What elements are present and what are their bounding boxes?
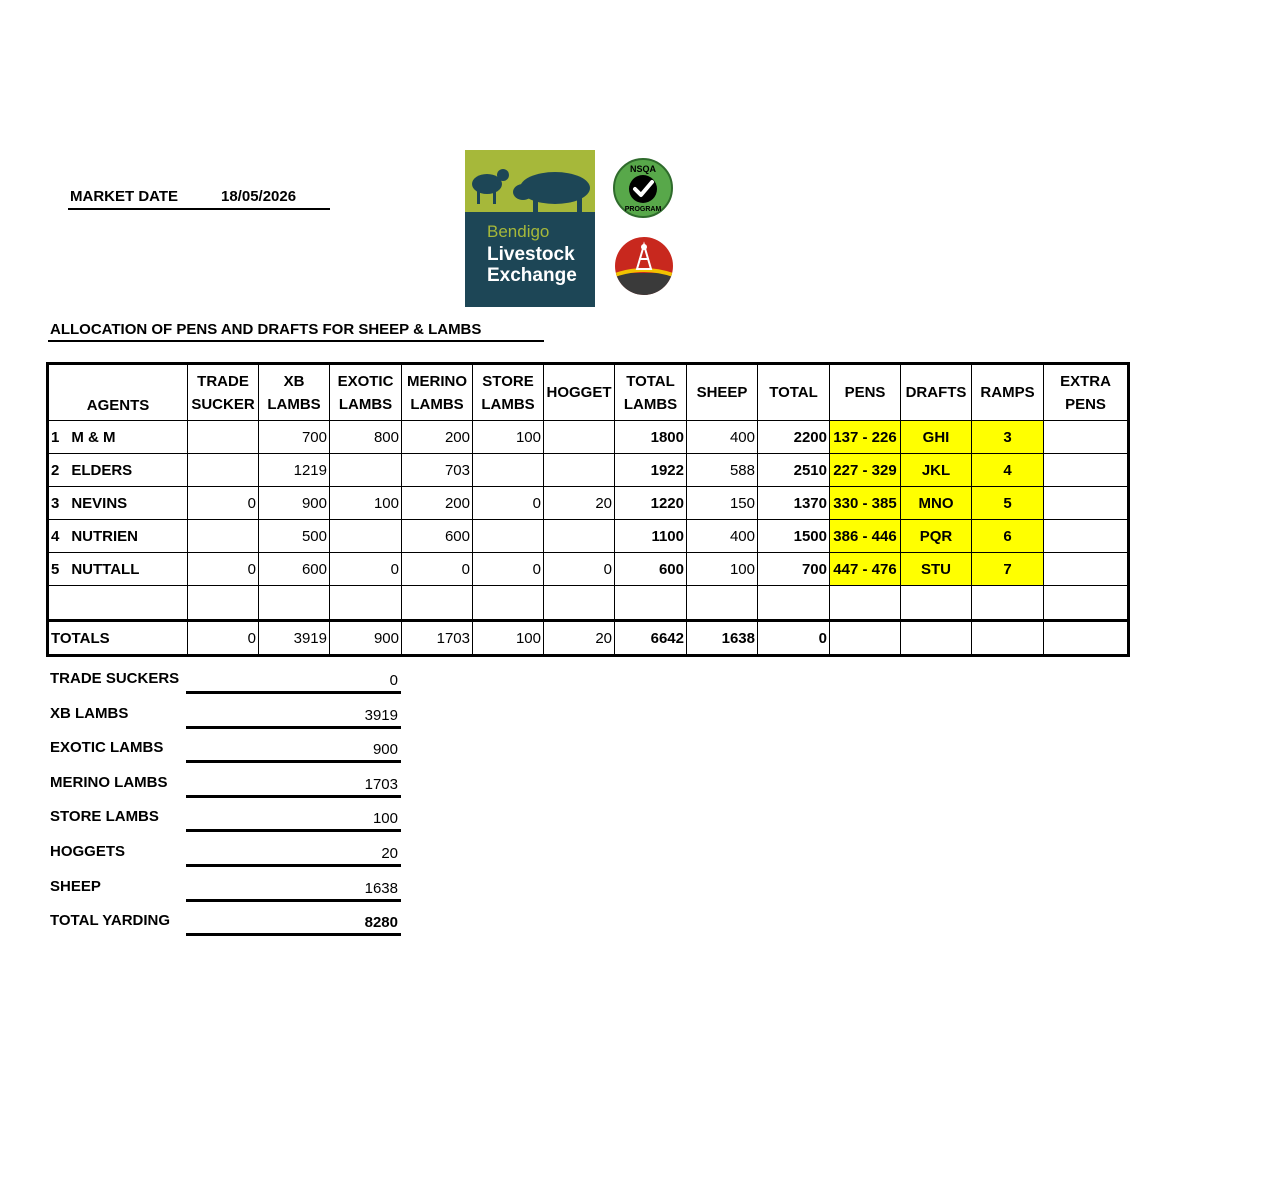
agent-name: 1 M & M [48, 421, 188, 454]
cell-extra [1044, 454, 1129, 487]
cell-ramps: 6 [972, 520, 1044, 553]
summary-value: 0 [389, 672, 398, 689]
allocation-title-text: ALLOCATION OF PENS AND DRAFTS FOR SHEEP & LAMBS [50, 321, 482, 338]
cell-sheep: 100 [687, 553, 758, 586]
cell-total: 1500 [758, 520, 830, 553]
cell-drafts: PQR [901, 520, 972, 553]
table-header-row [48, 364, 1129, 421]
summary-value-field [186, 909, 401, 936]
cell-extra [1044, 553, 1129, 586]
totals-hogget: 20 [544, 621, 615, 656]
cell-pens: 330 - 385 [830, 487, 901, 520]
cell-merino: 600 [402, 520, 473, 553]
allocation-table [46, 362, 1130, 657]
cell-pens: 386 - 446 [830, 520, 901, 553]
totals-trade-sucker: 0 [188, 621, 259, 656]
cell-exotic: 800 [330, 421, 402, 454]
cell-merino: 0 [402, 553, 473, 586]
summary-value-field [186, 875, 401, 902]
cell-sheep: 150 [687, 487, 758, 520]
nsqa-program-badge [613, 158, 673, 218]
cell-store [473, 520, 544, 553]
cell-ramps: 3 [972, 421, 1044, 454]
cell-drafts: STU [901, 553, 972, 586]
agent-name: 2 ELDERS [48, 454, 188, 487]
cell-trade-sucker: 0 [188, 553, 259, 586]
tower-icon [615, 237, 673, 295]
totals-xb: 3919 [259, 621, 330, 656]
summary-value: 3919 [364, 706, 398, 724]
table-row [48, 421, 1129, 454]
summary-label: SHEEP [50, 877, 101, 895]
summary-value-field [186, 702, 401, 729]
cell-hogget: 20 [544, 487, 615, 520]
table-row [48, 487, 1129, 520]
cell-total-lambs: 1220 [615, 487, 687, 520]
cell-xb: 500 [259, 520, 330, 553]
cell-total-lambs: 1922 [615, 454, 687, 487]
totals-merino: 1703 [402, 621, 473, 656]
cell-total-lambs: 600 [615, 553, 687, 586]
totals-store: 100 [473, 621, 544, 656]
cell-drafts: MNO [901, 487, 972, 520]
livestock-silhouette-icon [465, 150, 595, 212]
summary-label: STORE LAMBS [50, 808, 159, 826]
summary-label: XB LAMBS [50, 704, 129, 722]
header-merino-lambs: MERINO LAMBS [402, 364, 473, 421]
summary-value: 1638 [364, 879, 398, 897]
cell-total: 2200 [758, 421, 830, 454]
totals-row [48, 621, 1129, 656]
agent-name: 4 NUTRIEN [48, 520, 188, 553]
cell-xb: 600 [259, 553, 330, 586]
header-ramps: RAMPS [972, 364, 1044, 421]
cell-hogget: 0 [544, 553, 615, 586]
cell-ramps: 5 [972, 487, 1044, 520]
cell-trade-sucker: 0 [188, 487, 259, 520]
table-row [48, 454, 1129, 487]
cell-merino: 200 [402, 487, 473, 520]
summary-value-field [186, 736, 401, 763]
cell-hogget [544, 454, 615, 487]
cell-merino: 200 [402, 421, 473, 454]
cell-extra [1044, 487, 1129, 520]
summary-value: 8280 [364, 914, 398, 932]
cell-ramps: 7 [972, 553, 1044, 586]
summary-value: 900 [372, 741, 398, 759]
header-trade-sucker: TRADE SUCKER [188, 364, 259, 421]
cell-store [473, 454, 544, 487]
cell-store: 0 [473, 553, 544, 586]
cell-merino: 703 [402, 454, 473, 487]
cell-exotic: 100 [330, 487, 402, 520]
cell-total-lambs: 1800 [615, 421, 687, 454]
cell-extra [1044, 520, 1129, 553]
table-row-blank [48, 586, 1129, 621]
totals-sheep: 1638 [687, 621, 758, 656]
logo-line-3: Exchange [487, 265, 577, 286]
cell-total-lambs: 1100 [615, 520, 687, 553]
cell-sheep: 400 [687, 421, 758, 454]
cell-drafts: GHI [901, 421, 972, 454]
logo-line-2: Livestock [487, 244, 575, 265]
cell-sheep: 588 [687, 454, 758, 487]
cell-store: 100 [473, 421, 544, 454]
summary-label: HOGGETS [50, 843, 126, 860]
totals-exotic: 900 [330, 621, 402, 656]
summary-value-field [186, 805, 401, 832]
cell-xb: 900 [259, 487, 330, 520]
summary-value: 20 [381, 845, 398, 862]
summary-label: EXOTIC LAMBS [50, 739, 164, 757]
cell-pens: 447 - 476 [830, 553, 901, 586]
summary-label: TRADE SUCKERS [50, 670, 180, 687]
cell-xb: 700 [259, 421, 330, 454]
header-agents: AGENTS [48, 364, 188, 421]
header-hogget: HOGGET [544, 364, 615, 421]
cell-ramps: 4 [972, 454, 1044, 487]
cell-store: 0 [473, 487, 544, 520]
market-date-label: MARKET DATE [70, 188, 179, 205]
summary-value-field [186, 840, 401, 867]
cell-exotic [330, 520, 402, 553]
cell-trade-sucker [188, 520, 259, 553]
summary-label: TOTAL YARDING [50, 912, 171, 930]
cell-trade-sucker [188, 454, 259, 487]
cell-total: 2510 [758, 454, 830, 487]
nsqa-label: NSQA [629, 164, 656, 174]
summary-value-field [186, 771, 401, 798]
cell-pens: 227 - 329 [830, 454, 901, 487]
cell-drafts: JKL [901, 454, 972, 487]
cell-trade-sucker [188, 421, 259, 454]
logo-line-1: Bendigo [487, 222, 550, 241]
summary-value-field [186, 667, 401, 694]
summary-value: 1703 [364, 775, 398, 793]
header-drafts: DRAFTS [901, 364, 972, 421]
cell-sheep: 400 [687, 520, 758, 553]
cell-pens: 137 - 226 [830, 421, 901, 454]
header-extra-pens: EXTRA PENS [1044, 364, 1129, 421]
summary-value: 100 [372, 810, 398, 828]
cell-exotic [330, 454, 402, 487]
market-date [68, 186, 330, 210]
allocation-title [48, 320, 544, 342]
header-total-lambs: TOTAL LAMBS [615, 364, 687, 421]
program-label: PROGRAM [624, 206, 662, 213]
agent-name: 3 NEVINS [48, 487, 188, 520]
summary-label: MERINO LAMBS [50, 773, 168, 791]
header-store-lambs: STORE LAMBS [473, 364, 544, 421]
table-row [48, 520, 1129, 553]
cell-exotic: 0 [330, 553, 402, 586]
table-row [48, 553, 1129, 586]
cell-xb: 1219 [259, 454, 330, 487]
totals-total-lambs: 6642 [615, 621, 687, 656]
lpa-badge-icon [615, 237, 673, 295]
cell-extra [1044, 421, 1129, 454]
header-sheep: SHEEP [687, 364, 758, 421]
totals-label: TOTALS [48, 621, 188, 656]
header-total: TOTAL [758, 364, 830, 421]
header-exotic-lambs: EXOTIC LAMBS [330, 364, 402, 421]
agent-name: 5 NUTTALL [48, 553, 188, 586]
cell-hogget [544, 520, 615, 553]
header-pens: PENS [830, 364, 901, 421]
totals-total: 0 [758, 621, 830, 656]
cell-total: 1370 [758, 487, 830, 520]
market-date-value: 18/05/2026 [221, 188, 297, 205]
logo-line-2-3 [487, 244, 577, 286]
cell-hogget [544, 421, 615, 454]
header-xb-lambs: XB LAMBS [259, 364, 330, 421]
bendigo-livestock-exchange-logo [465, 150, 595, 307]
cell-total: 700 [758, 553, 830, 586]
